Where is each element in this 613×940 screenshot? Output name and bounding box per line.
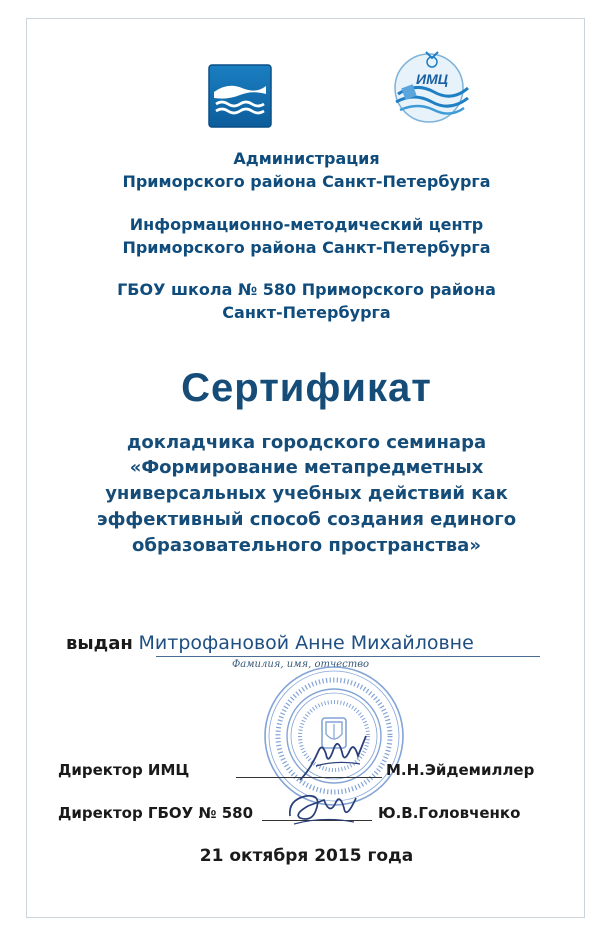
issued-label: выдан [66,633,133,654]
school-director-role: Директор ГБОУ № 580 [58,804,254,822]
imc-director-name: М.Н.Эйдемиллер [386,761,535,779]
recipient-name: Митрофановой Анне Михайловне [138,632,474,654]
recipient-line [66,632,474,654]
org1-line2: Приморского района Санкт-Петербурга [122,172,491,191]
subtitle-line3: универсальных учебных действий как [105,483,508,504]
imc-logo-icon [386,48,472,132]
subtitle-line1: докладчика городского семинара [126,432,487,453]
district-emblem-icon [208,64,272,128]
issue-date: 21 октября 2015 года [199,846,414,866]
org3-line1: ГБОУ школа № 580 Приморского района [117,280,496,299]
imc-director-signature-icon [296,730,376,786]
subtitle-line5: образовательного пространства» [132,535,481,556]
recipient-underline [156,656,540,657]
svg-text:ИМЦ: ИМЦ [416,71,448,87]
school-director-name: Ю.В.Головченко [378,804,521,822]
org2-line2: Приморского района Санкт-Петербурга [122,238,491,257]
org2-line1: Информационно-методический центр [129,215,484,234]
org3-line2: Санкт-Петербурга [222,303,391,322]
subtitle-line2: «Формирование метапредметных [129,457,484,478]
school-director-signature-icon [284,786,362,832]
subtitle-line4: эффективный способ создания единого [96,509,517,530]
imc-director-role: Директор ИМЦ [58,761,190,779]
org1-line1: Администрация [233,149,380,168]
recipient-caption: Фамилия, имя, отчество [232,659,370,670]
certificate-title: Сертификат [181,366,432,410]
